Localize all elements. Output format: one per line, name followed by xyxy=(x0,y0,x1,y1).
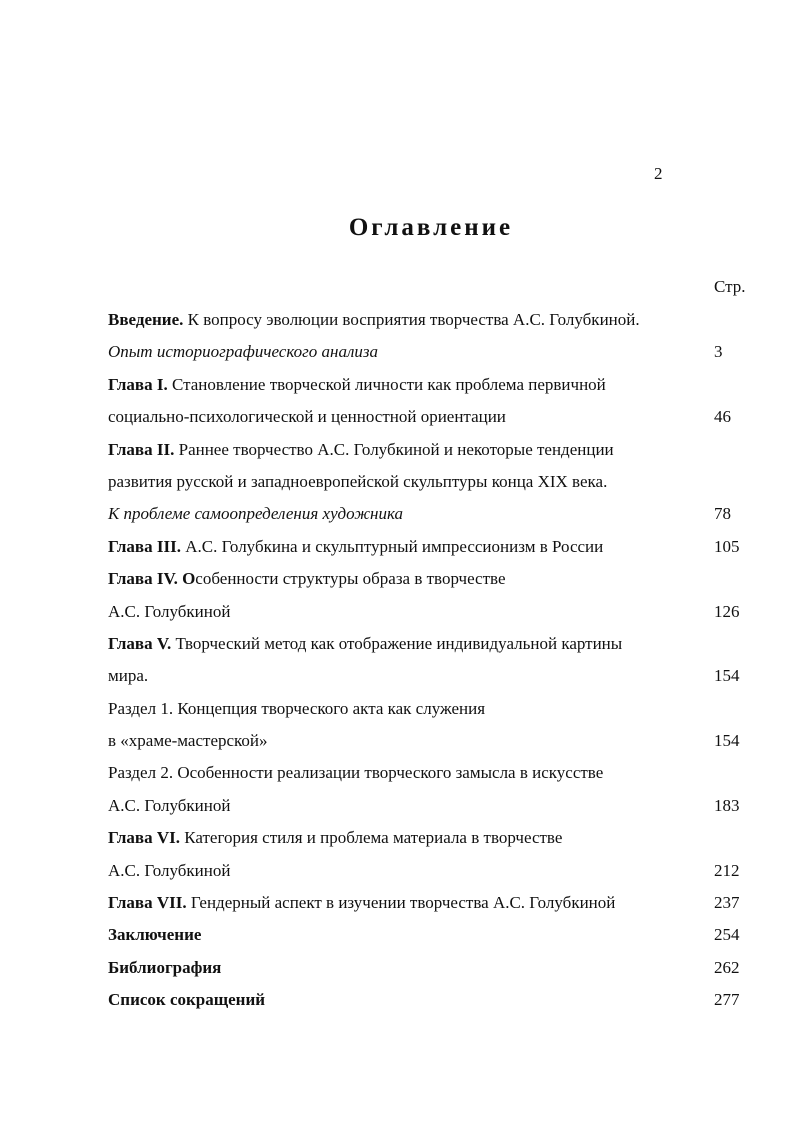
toc-page: 46 xyxy=(714,407,731,427)
toc-page: 212 xyxy=(714,860,740,880)
toc-line: Раздел 2. Особенности реализации творческого замысла в искусстве xyxy=(108,763,604,783)
table-of-contents xyxy=(108,304,748,1017)
page-title: Оглавление xyxy=(348,214,514,241)
toc-line: Глава I. Становление творческой личности как проблема первичной xyxy=(108,374,606,394)
toc-line: Глава III. А.С. Голубкина и скульптурный импрессионизм в России 105 xyxy=(108,531,748,563)
toc-line: А.С. Голубкиной 183 xyxy=(108,790,748,822)
toc-line: А.С. Голубкиной 126 xyxy=(108,596,748,628)
toc-line: К проблеме самоопределения художника 78 xyxy=(108,498,748,530)
toc-line: Раздел 1. Концепция творческого акта как служения xyxy=(108,698,486,718)
toc-page: 262 xyxy=(714,957,740,977)
toc-page: 78 xyxy=(714,504,731,524)
toc-line: в «храме-мастерской» 154 xyxy=(108,725,748,757)
toc-page: 126 xyxy=(714,601,740,621)
toc-page: 254 xyxy=(714,925,740,945)
toc-page: 154 xyxy=(714,666,740,686)
toc-line: Глава IV. Особенности структуры образа в творчестве xyxy=(108,569,506,589)
toc-line: Глава VII. Гендерный аспект в изучении творчества А.С. Голубкиной 237 xyxy=(108,887,748,919)
toc-page: 183 xyxy=(714,795,740,815)
toc-line: мира. 154 xyxy=(108,660,748,692)
toc-line: развития русской и западноевропейской скульптуры конца XIX века. xyxy=(108,471,608,491)
toc-line: Заключение 254 xyxy=(108,919,748,951)
toc-line: Опыт историографического анализа 3 xyxy=(108,336,748,368)
toc-line: Глава VI. Категория стиля и проблема материала в творчестве xyxy=(108,828,563,848)
toc-line: Глава V. Творческий метод как отображение индивидуальной картины xyxy=(108,633,623,653)
toc-line: А.С. Голубкиной 212 xyxy=(108,855,748,887)
toc-page: 154 xyxy=(714,731,740,751)
page-column-label: Стр. xyxy=(714,277,746,296)
toc-line: социально-психологической и ценностной ориентации 46 xyxy=(108,401,748,433)
toc-line: Список сокращений 277 xyxy=(108,984,748,1016)
toc-page: 105 xyxy=(714,536,740,556)
toc-line: Библиография 262 xyxy=(108,952,748,984)
toc-page: 237 xyxy=(714,893,740,913)
toc-line: Введение. К вопросу эволюции восприятия творчества А.С. Голубкиной. xyxy=(108,310,640,329)
toc-page: 3 xyxy=(714,342,723,362)
page-number: 2 xyxy=(654,164,663,183)
toc-line: Глава II. Раннее творчество А.С. Голубкиной и некоторые тенденции xyxy=(108,439,614,459)
toc-page: 277 xyxy=(714,990,740,1010)
